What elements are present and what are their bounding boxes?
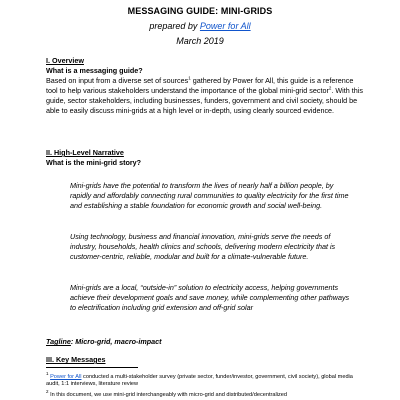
overview-text-2: gathered by Power for All, this guide is a reference tool to help various stakeholders understand the importance of the global mini-grid sector xyxy=(46,76,354,95)
footnote-2-text: In this document, we use mini-grid interchangeably with micro-grid and distributed/decentralized xyxy=(48,392,287,398)
overview-text-3: . With this guide, sector stakeholders, including businesses, funders, government and civil society, should be able to easily discuss mini-grids at a high level or in-depth, using clearly sourced evidence. xyxy=(46,86,363,115)
overview-body xyxy=(46,76,364,116)
document-date: March 2019 xyxy=(176,36,224,46)
footnote-1-link[interactable]: Power for All xyxy=(50,374,82,380)
section-heading-key-messages: III. Key Messages xyxy=(46,355,106,364)
tagline-label: Tagline xyxy=(46,337,71,346)
tagline-text: : Micro-grid, macro-impact xyxy=(70,337,162,346)
footnote-divider xyxy=(46,367,138,368)
overview-text-1: Based on input from a diverse set of sources xyxy=(46,76,189,85)
footnote-1-marker: 1 xyxy=(46,371,49,377)
footnote-1-text: conducted a multi-stakeholder survey (private sector, funder/investor, government, civil society), global media audit, 1:1 interviews, literature review xyxy=(46,374,353,388)
section-narrative xyxy=(46,148,364,168)
footnote-ref-1[interactable]: 1 xyxy=(188,75,191,81)
prepared-by-prefix: prepared by xyxy=(149,21,200,31)
prepared-by-line xyxy=(0,21,400,31)
footnote-2-marker: 2 xyxy=(46,389,49,395)
narrative-paragraph-3: Mini-grids are a local, “outside-in” solution to electricity access, helping governments achieve their development goals and save money, while complementing other pathways to electrification including grid extension and off-grid solar xyxy=(70,283,350,312)
footnote-1 xyxy=(46,371,364,388)
narrative-paragraph-2: Using technology, business and financial innovation, mini-grids serve the needs of industry, households, health clinics and schools, delivering modern electricity that is customer-centric, reliable, modular and built for a climate-vulnerable future. xyxy=(70,232,336,261)
narrative-paragraph-1: Mini-grids have the potential to transform the lives of nearly half a billion people, by rapidly and affordably connecting rural communities to quality electricity for the first time and establishing a stable foundation for economic growth and social well-being. xyxy=(70,181,349,210)
section-heading-overview: I. Overview xyxy=(46,56,84,65)
section-heading-narrative: II. High-Level Narrative xyxy=(46,148,124,157)
document-title: MESSAGING GUIDE: MINI-GRIDS xyxy=(127,6,273,16)
footnote-ref-2[interactable]: 2 xyxy=(328,85,332,91)
power-for-all-link[interactable]: Power for All xyxy=(199,21,251,31)
section-overview xyxy=(46,56,364,116)
question-messaging-guide: What is a messaging guide? xyxy=(46,66,143,75)
footnote-2 xyxy=(46,389,364,399)
question-mini-grid-story: What is the mini-grid story? xyxy=(46,158,142,167)
tagline xyxy=(46,337,364,347)
